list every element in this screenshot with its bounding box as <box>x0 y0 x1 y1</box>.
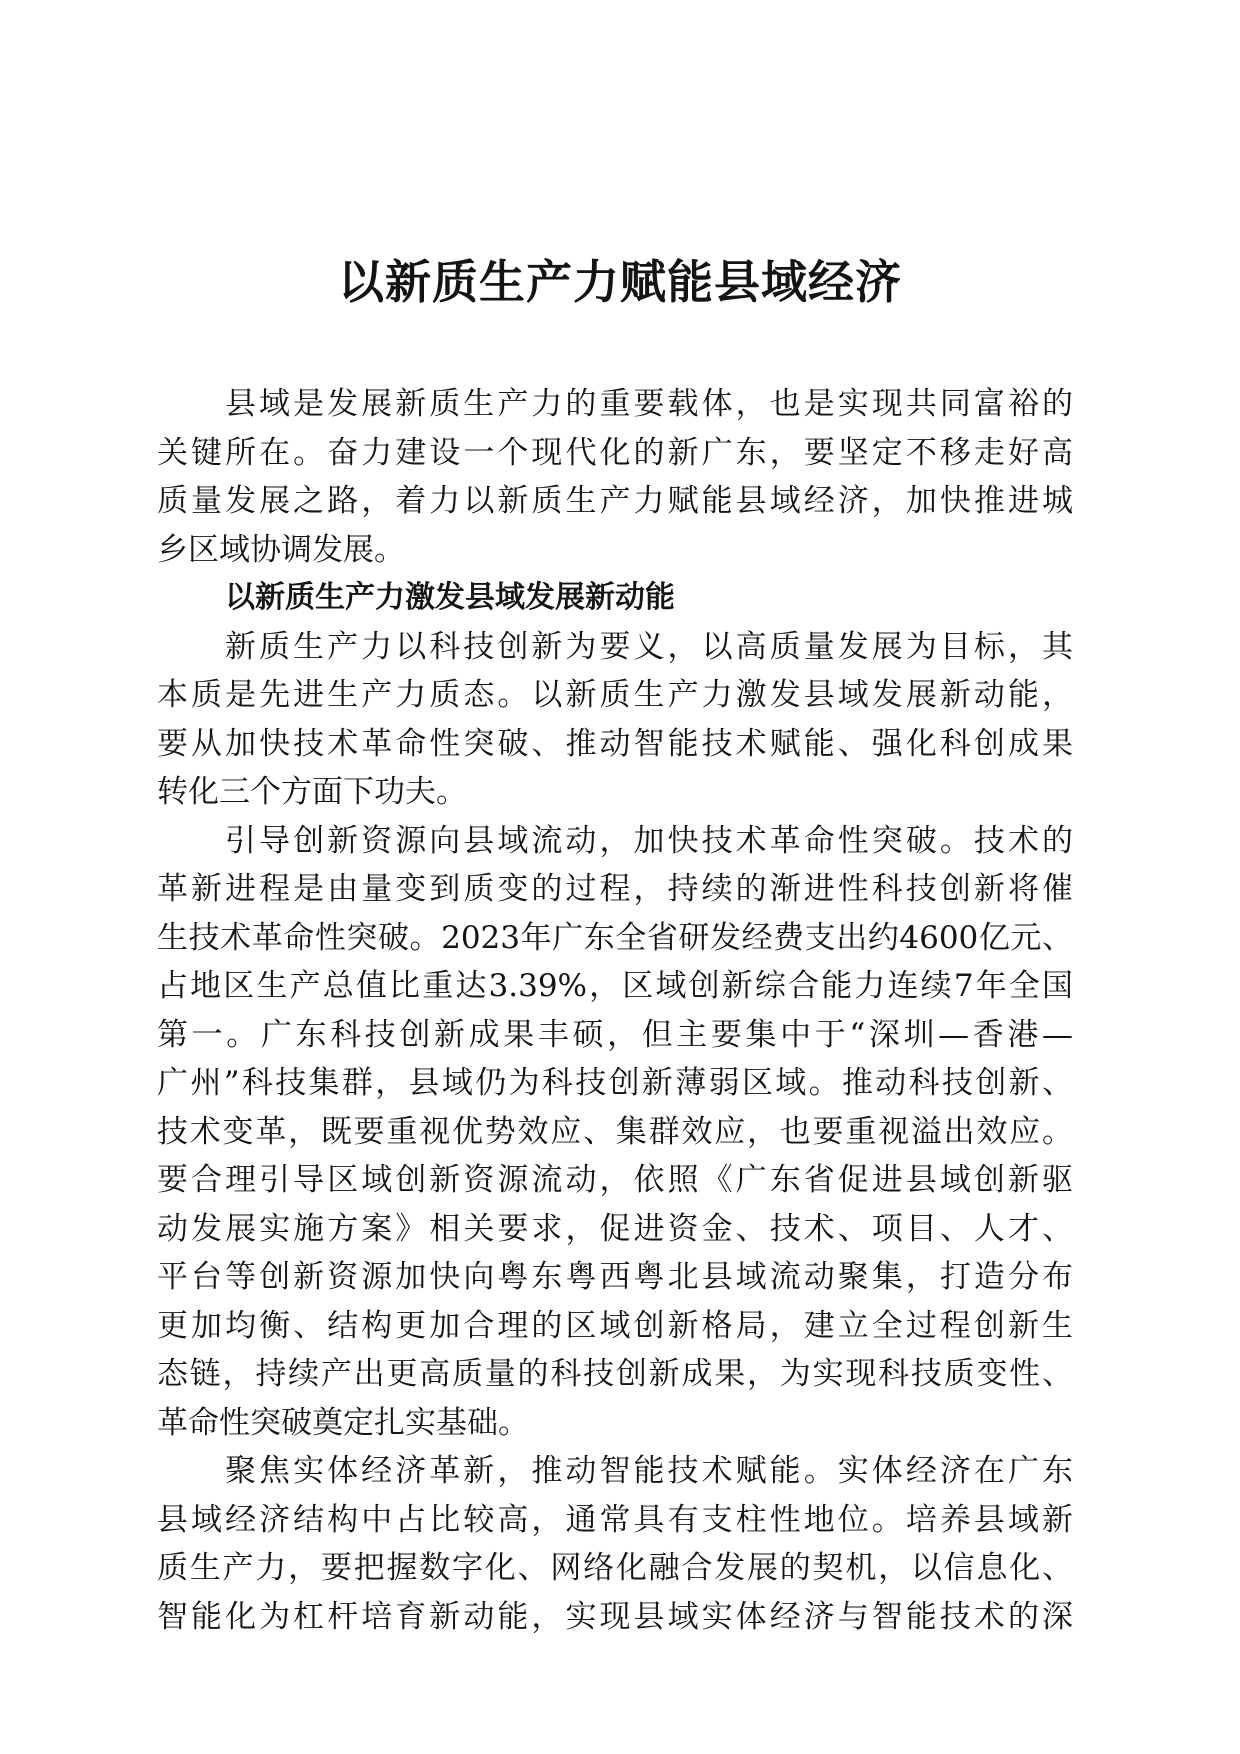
paragraph-line: 聚焦实体经济革新，推动智能技术赋能。实体经济在广东 <box>225 1453 1073 1489</box>
paragraph-line: 革命性突破奠定扎实基础。 <box>157 1404 529 1441</box>
paragraph-line: 革新进程是由量变到质变的过程，持续的渐进性科技创新将催 <box>157 871 1073 907</box>
paragraph-line: 本质是先进生产力质态。以新质生产力激发县域发展新动能， <box>157 677 1073 713</box>
paragraph-line: 新质生产力以科技创新为要义，以高质量发展为目标，其 <box>225 628 1073 665</box>
paragraph-line: 关键所在。奋力建设一个现代化的新广东，要坚定不移走好高 <box>157 434 1073 471</box>
paragraph-line: 第一。广东科技创新成果丰硕，但主要集中于“深圳—香港— <box>157 1016 1073 1053</box>
paragraph-innovation-resources <box>157 817 1073 1448</box>
paragraph-line: 要合理引导区域创新资源流动，依照《广东省促进县域创新驱 <box>157 1162 1073 1198</box>
paragraph-intro <box>157 380 1073 574</box>
paragraph-line: 质量发展之路，着力以新质生产力赋能县域经济，加快推进城 <box>157 483 1073 519</box>
paragraph-line: 引导创新资源向县域流动，加快技术革命性突破。技术的 <box>225 822 1073 859</box>
document-title: 以新质生产力赋能县域经济 <box>338 255 902 309</box>
paragraph-line: 乡区域协调发展。 <box>157 531 405 568</box>
paragraph-line: 智能化为杠杆培育新动能，实现县域实体经济与智能技术的深 <box>157 1598 1073 1635</box>
paragraph-line: 质生产力，要把握数字化、网络化融合发展的契机，以信息化、 <box>157 1550 1073 1586</box>
section-heading-text: 以新质生产力激发县域发展新动能 <box>225 580 675 615</box>
paragraph-line: 动发展实施方案》相关要求，促进资金、技术、项目、人才、 <box>157 1210 1073 1247</box>
paragraph-line: 技术变革，既要重视优势效应、集群效应，也要重视溢出效应。 <box>157 1113 1073 1150</box>
paragraph-line: 态链，持续产出更高质量的科技创新成果，为实现科技质变性、 <box>157 1356 1073 1392</box>
paragraph-line: 县域是发展新质生产力的重要载体，也是实现共同富裕的 <box>225 386 1073 422</box>
paragraph-line: 平台等创新资源加快向粤东粤西粤北县域流动聚集，打造分布 <box>157 1259 1073 1295</box>
paragraph-line: 占地区生产总值比重达3.39%，区域创新综合能力连续7年全国 <box>157 968 1073 1004</box>
paragraph-new-productivity <box>157 623 1073 817</box>
paragraph-line: 生技术革命性突破。2023年广东全省研发经费支出约4600亿元、 <box>157 919 1073 956</box>
paragraph-line: 转化三个方面下功夫。 <box>157 774 467 810</box>
paragraph-real-economy <box>157 1447 1073 1641</box>
document-body <box>157 380 1073 1641</box>
paragraph-line: 县域经济结构中占比较高，通常具有支柱性地位。培养县域新 <box>157 1501 1073 1538</box>
section-heading <box>157 574 1073 623</box>
paragraph-line: 更加均衡、结构更加合理的区域创新格局，建立全过程创新生 <box>157 1307 1073 1344</box>
paragraph-line: 广州”科技集群，县域仍为科技创新薄弱区域。推动科技创新、 <box>157 1065 1073 1101</box>
paragraph-line: 要从加快技术革命性突破、推动智能技术赋能、强化科创成果 <box>157 725 1073 762</box>
